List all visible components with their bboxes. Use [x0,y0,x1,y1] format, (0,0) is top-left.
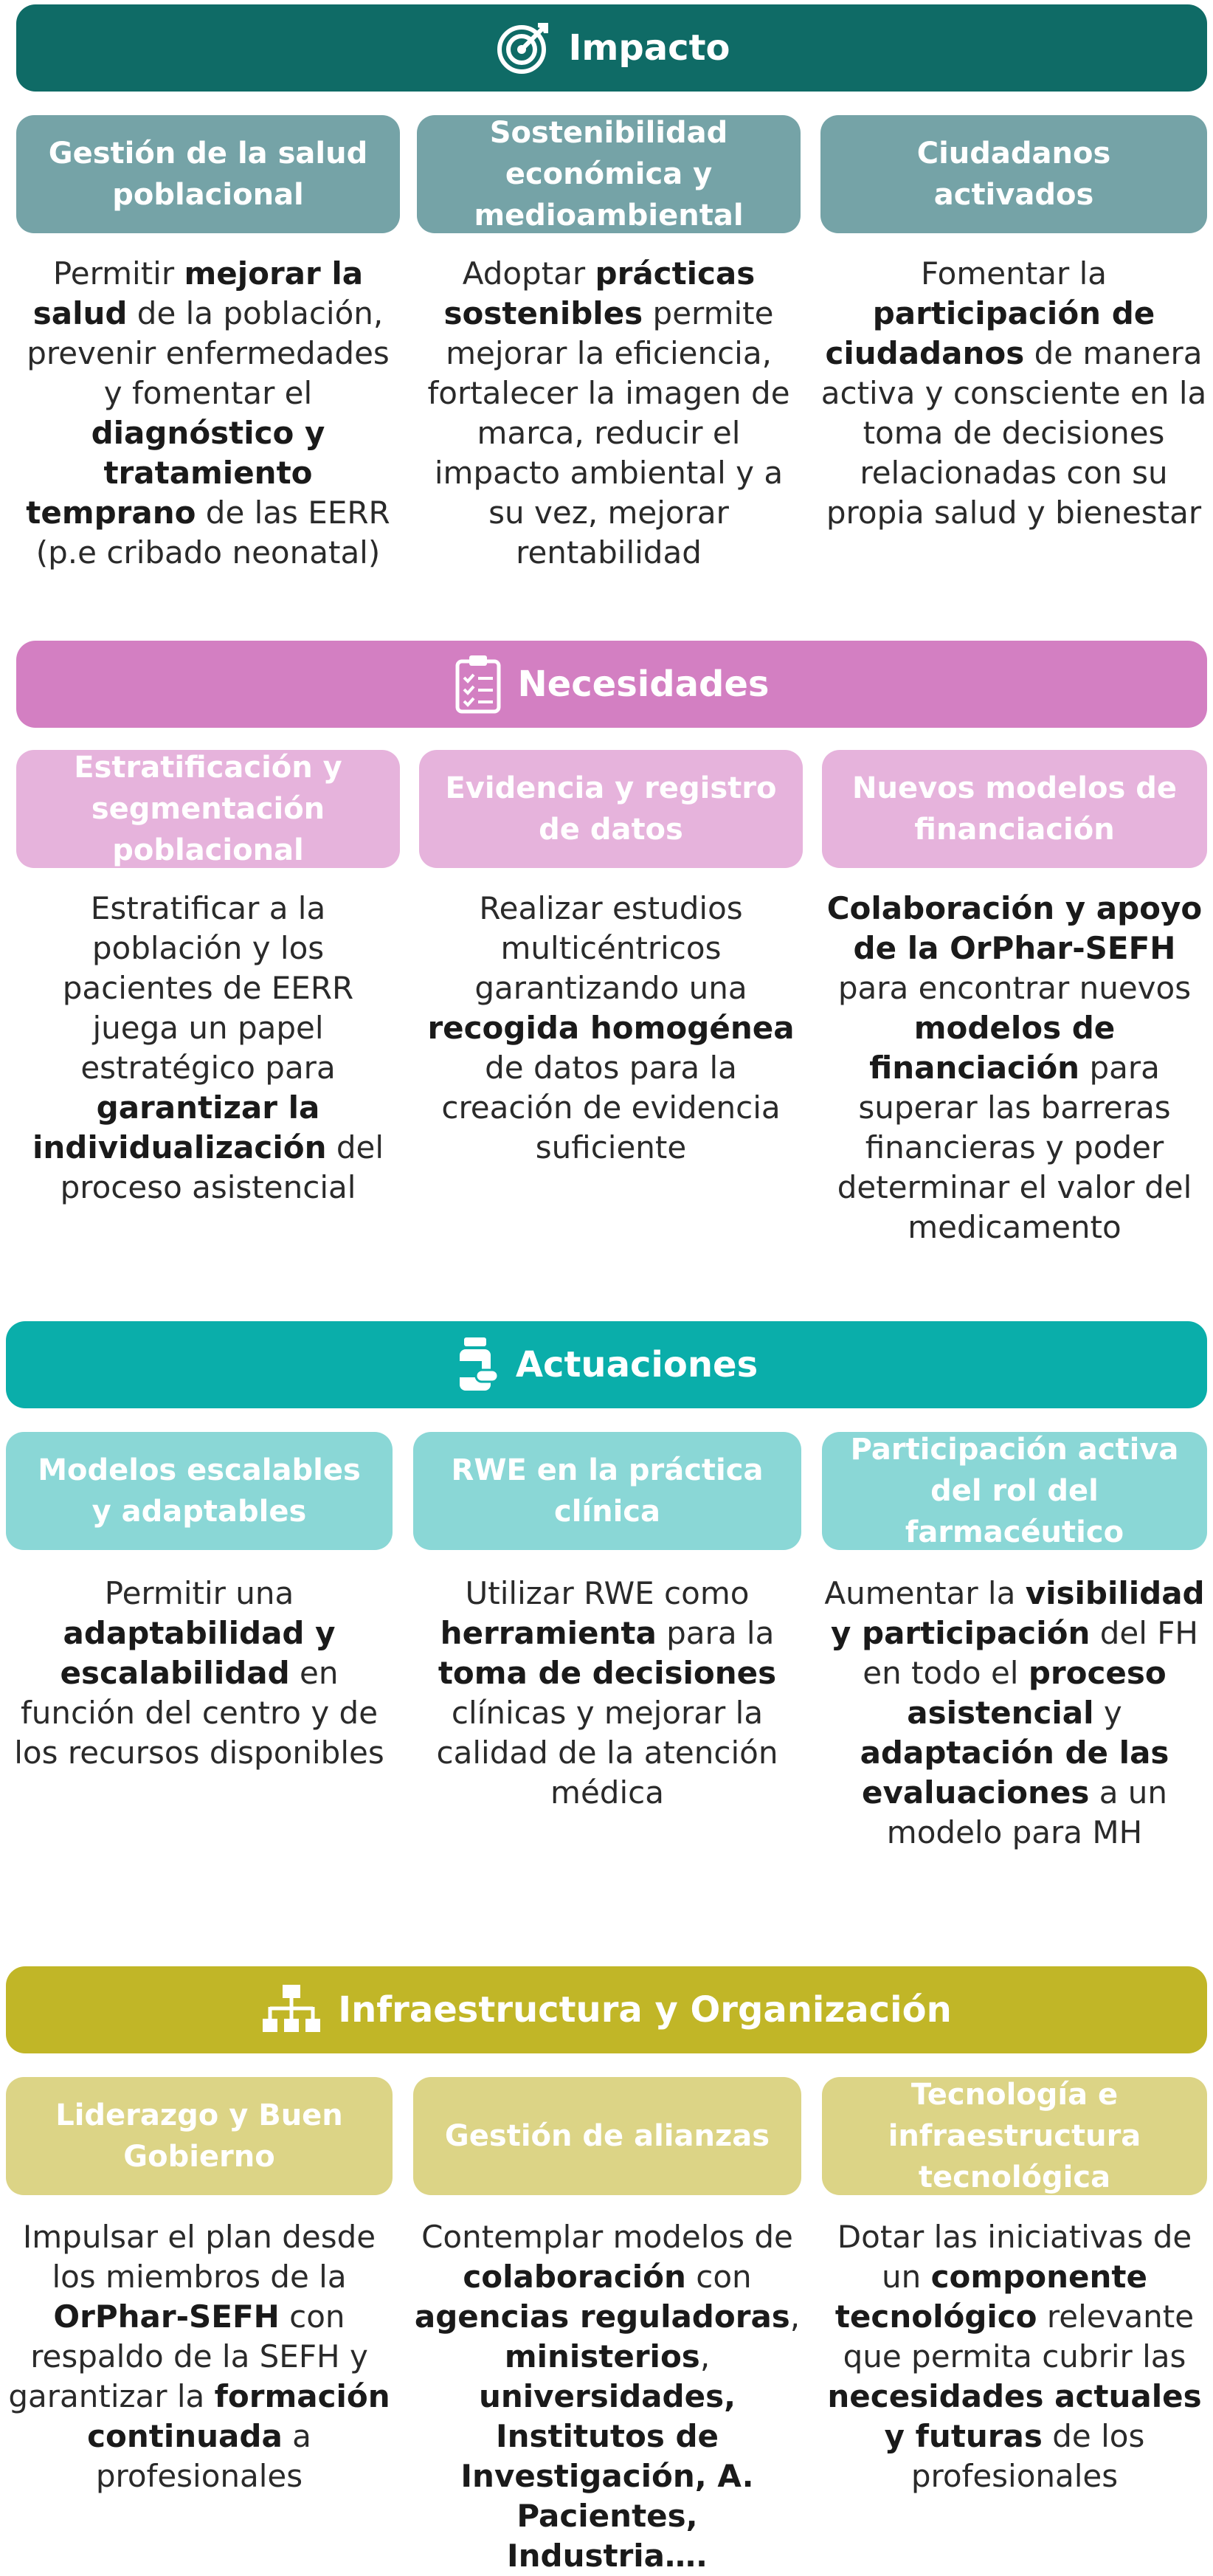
card-evidencia [419,750,803,868]
body-text: a profesionales [95,2418,311,2494]
body-text: , [699,2338,711,2374]
emphasis-text: prácticas sostenibles [443,255,756,331]
card-title: Gestión de la salud poblacional [48,137,368,212]
body-text: , [789,2298,801,2335]
card-title: Estratificación y segmentación poblacional [74,751,342,867]
body-text: permite mejorar la eficiencia, fortalecer la imagen de marca, reducir el impacto ambiental y a su vez, mejorar rentabilidad [427,295,790,571]
card-estratificacion [16,750,400,868]
body-text: para encontrar nuevos [837,970,1192,1006]
emphasis-text: colaboración [463,2259,686,2295]
body-text: Aumentar la [824,1575,1026,1611]
body-text: Impulsar el plan desde los miembros de la [22,2219,376,2295]
banner-title: Actuaciones [515,1344,758,1385]
card-title: Ciudadanos activados [916,137,1111,212]
body-text: para la [656,1615,775,1651]
body-text: relevante que permita cubrir las [843,2298,1195,2374]
org-chart-icon [261,1983,322,2036]
body-text: Dotar las iniciativas de un [837,2219,1192,2295]
card-title: Gestión de alianzas [444,2119,770,2153]
emphasis-text: formación continuada [87,2378,390,2454]
body-text: clínicas y mejorar la calidad de la atención médica [436,1695,778,1811]
emphasis-text: universidades, Institutos de Investigación, A. Pacientes, Industria…. [460,2378,754,2574]
card-title: Sostenibilidad económica y medioambiental [474,116,744,233]
emphasis-text: OrPhar-SEFH [53,2298,280,2335]
desc-sostenibilidad [424,254,793,573]
desc-ciudadanos [820,254,1207,533]
card-participacion-activa [822,1432,1207,1550]
desc-liderazgo [6,2217,393,2496]
desc-gestion-salud [16,254,400,573]
body-text: Estratificar a la población y los pacientes de EERR juega un papel estratégico para [62,890,354,1086]
card-tecnologia [822,2077,1207,2195]
emphasis-text: necesidades actuales y futuras [827,2378,1202,2454]
desc-evidencia [426,889,795,1168]
body-text: y [1093,1695,1122,1731]
body-text: de los profesionales [910,2418,1145,2494]
desc-tecnologia [820,2217,1209,2496]
emphasis-text: herramienta [440,1615,657,1651]
body-text: Permitir [52,255,184,292]
banner-title: Necesidades [517,664,770,705]
desc-participacion-activa [820,1574,1209,1853]
emphasis-text: participación de ciudadanos [825,295,1155,371]
body-text: en función del centro y de los recursos disponibles [14,1655,384,1771]
body-text: con respaldo de la SEFH y garantizar la [8,2298,368,2414]
body-text: Permitir una [104,1575,294,1611]
body-text: a un modelo para MH [886,1774,1168,1850]
banner-title: Impacto [568,27,730,69]
body-text: del proceso asistencial [60,1129,384,1205]
emphasis-text: visibilidad y participación [831,1575,1205,1651]
emphasis-text: agencias reguladoras [414,2298,790,2335]
emphasis-text: proceso asistencial [907,1655,1167,1731]
banner-actuaciones [6,1321,1207,1408]
card-ciudadanos [820,115,1207,233]
card-title: RWE en la práctica clínica [451,1453,764,1529]
emphasis-text: diagnóstico y tratamiento temprano [26,415,325,531]
card-liderazgo [6,2077,393,2195]
emphasis-text: mejorar la salud [32,255,364,331]
card-sostenibilidad [417,115,801,233]
card-gestion-salud [16,115,400,233]
emphasis-text: recogida homogénea [427,1010,795,1046]
card-modelos-escalables [6,1432,393,1550]
clipboard-checklist-icon [455,654,502,714]
body-text: Adoptar [462,255,595,292]
card-title: Participación activa del rol del farmacéutico [850,1433,1179,1549]
banner-infraestructura [6,1966,1207,2053]
card-nuevos-modelos [822,750,1207,868]
desc-estratificacion [16,889,400,1208]
card-title: Liderazgo y Buen Gobierno [55,2098,343,2174]
card-title: Evidencia y registro de datos [445,771,777,847]
emphasis-text: toma de decisiones [438,1655,777,1691]
card-rwe [413,1432,801,1550]
body-text: de datos para la creación de evidencia suficiente [441,1050,781,1165]
card-title: Tecnología e infraestructura tecnológica [888,2078,1141,2194]
card-alianzas [413,2077,801,2195]
desc-modelos-escalables [6,1574,393,1773]
body-text: con [685,2259,752,2295]
emphasis-text: componente tecnológico [834,2259,1147,2335]
banner-impacto [16,4,1207,92]
body-text: de las EERR (p.e cribado neonatal) [35,495,390,571]
emphasis-text: garantizar la individualización [32,1089,327,1165]
body-text: para superar las barreras financieras y poder determinar el valor del medicamento [837,1050,1192,1245]
card-title: Nuevos modelos de financiación [852,771,1177,847]
card-title: Modelos escalables y adaptables [38,1453,361,1529]
emphasis-text: adaptación de las evaluaciones [860,1735,1169,1811]
medicine-bottle-icon [455,1335,500,1395]
emphasis-text: Colaboración y apoyo de la OrPhar-SEFH [826,890,1203,966]
body-text: de la población, prevenir enfermedades y fomentar el [27,295,390,411]
body-text: Realizar estudios multicéntricos garantizando una [474,890,747,1006]
emphasis-text: modelos de financiación [869,1010,1116,1086]
banner-title: Infraestructura y Organización [338,1989,952,2031]
banner-necesidades [16,641,1207,728]
body-text: Contemplar modelos de [421,2219,793,2255]
emphasis-text: ministerios [504,2338,700,2374]
desc-nuevos-modelos [820,889,1209,1247]
emphasis-text: adaptabilidad y escalabilidad [60,1615,336,1691]
target-icon [494,18,553,78]
body-text: Fomentar la [921,255,1107,292]
body-text: de manera activa y consciente en la toma de decisiones relacionadas con su propia salud y bienestar [820,335,1207,531]
body-text: Utilizar RWE como [465,1575,750,1611]
body-text: del FH en todo el [863,1615,1198,1691]
desc-alianzas [413,2217,801,2576]
desc-rwe [421,1574,794,1813]
